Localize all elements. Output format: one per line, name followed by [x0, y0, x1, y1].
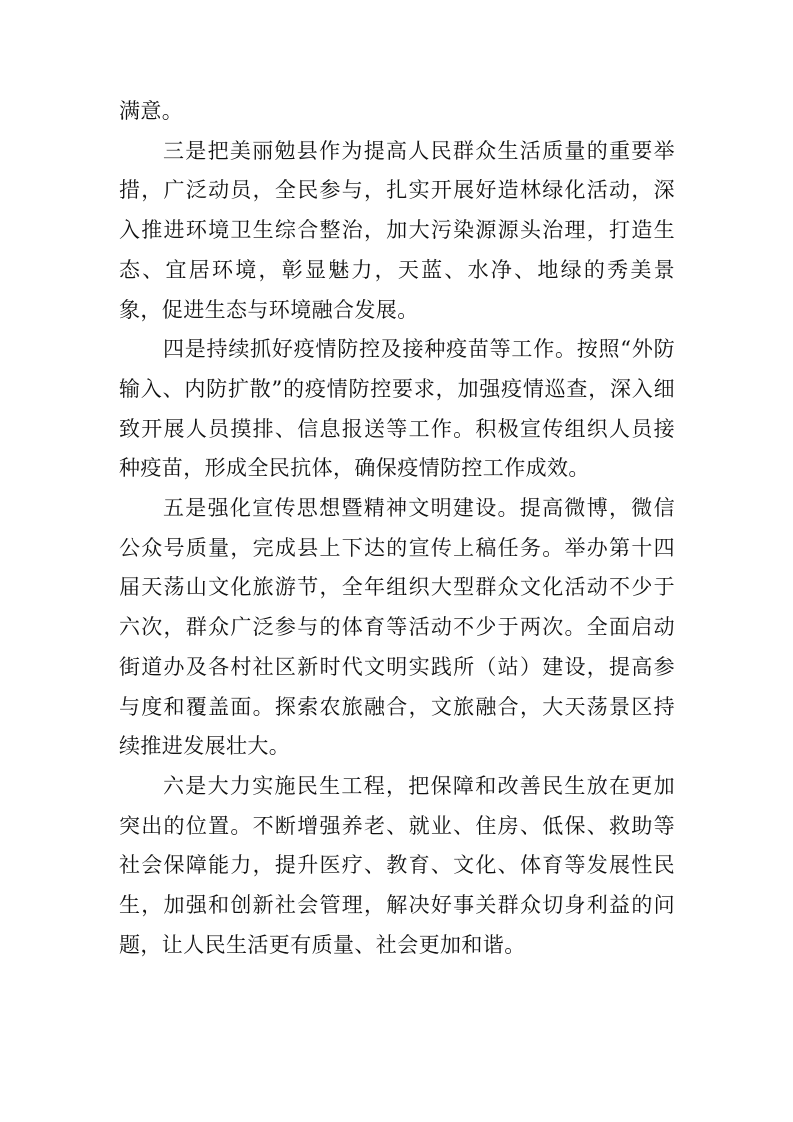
- paragraph-continuation: 满意。: [119, 99, 184, 123]
- document-body: [119, 92, 675, 965]
- paragraph-item-four: 四是持续抓好疫情防控及接种疫苗等工作。按照“外防输入、内防扩散”的疫情防控要求，加强疫情巡查，深入细致开展人员摸排、信息报送等工作。积极宣传组织人员接种疫苗，形成全民抗体，确保疫情防控工作成效。: [119, 337, 675, 481]
- paragraph-item-five: 五是强化宣传思想暨精神文明建设。提高微博，微信公众号质量，完成县上下达的宣传上稿任务。举办第十四届天荡山文化旅游节，全年组织大型群众文化活动不少于六次，群众广泛参与的体育等活动不少于两次。全面启动街道办及各村社区新时代文明实践所（站）建设，提高参与度和覆盖面。探索农旅融合，文旅融合，大天荡景区持续推进发展壮大。: [119, 496, 675, 759]
- paragraph-item-three: 三是把美丽勉县作为提高人民群众生活质量的重要举措，广泛动员，全民参与，扎实开展好造林绿化活动，深入推进环境卫生综合整治，加大污染源源头治理，打造生态、宜居环境，彰显魅力，天蓝、水净、地绿的秀美景象，促进生态与环境融合发展。: [119, 138, 675, 322]
- paragraph-item-six: 六是大力实施民生工程，把保障和改善民生放在更加突出的位置。不断增强养老、就业、住房、低保、救助等社会保障能力，提升医疗、教育、文化、体育等发展性民生，加强和创新社会管理，解决好事关群众切身利益的问题，让人民生活更有质量、社会更加和谐。: [119, 773, 675, 957]
